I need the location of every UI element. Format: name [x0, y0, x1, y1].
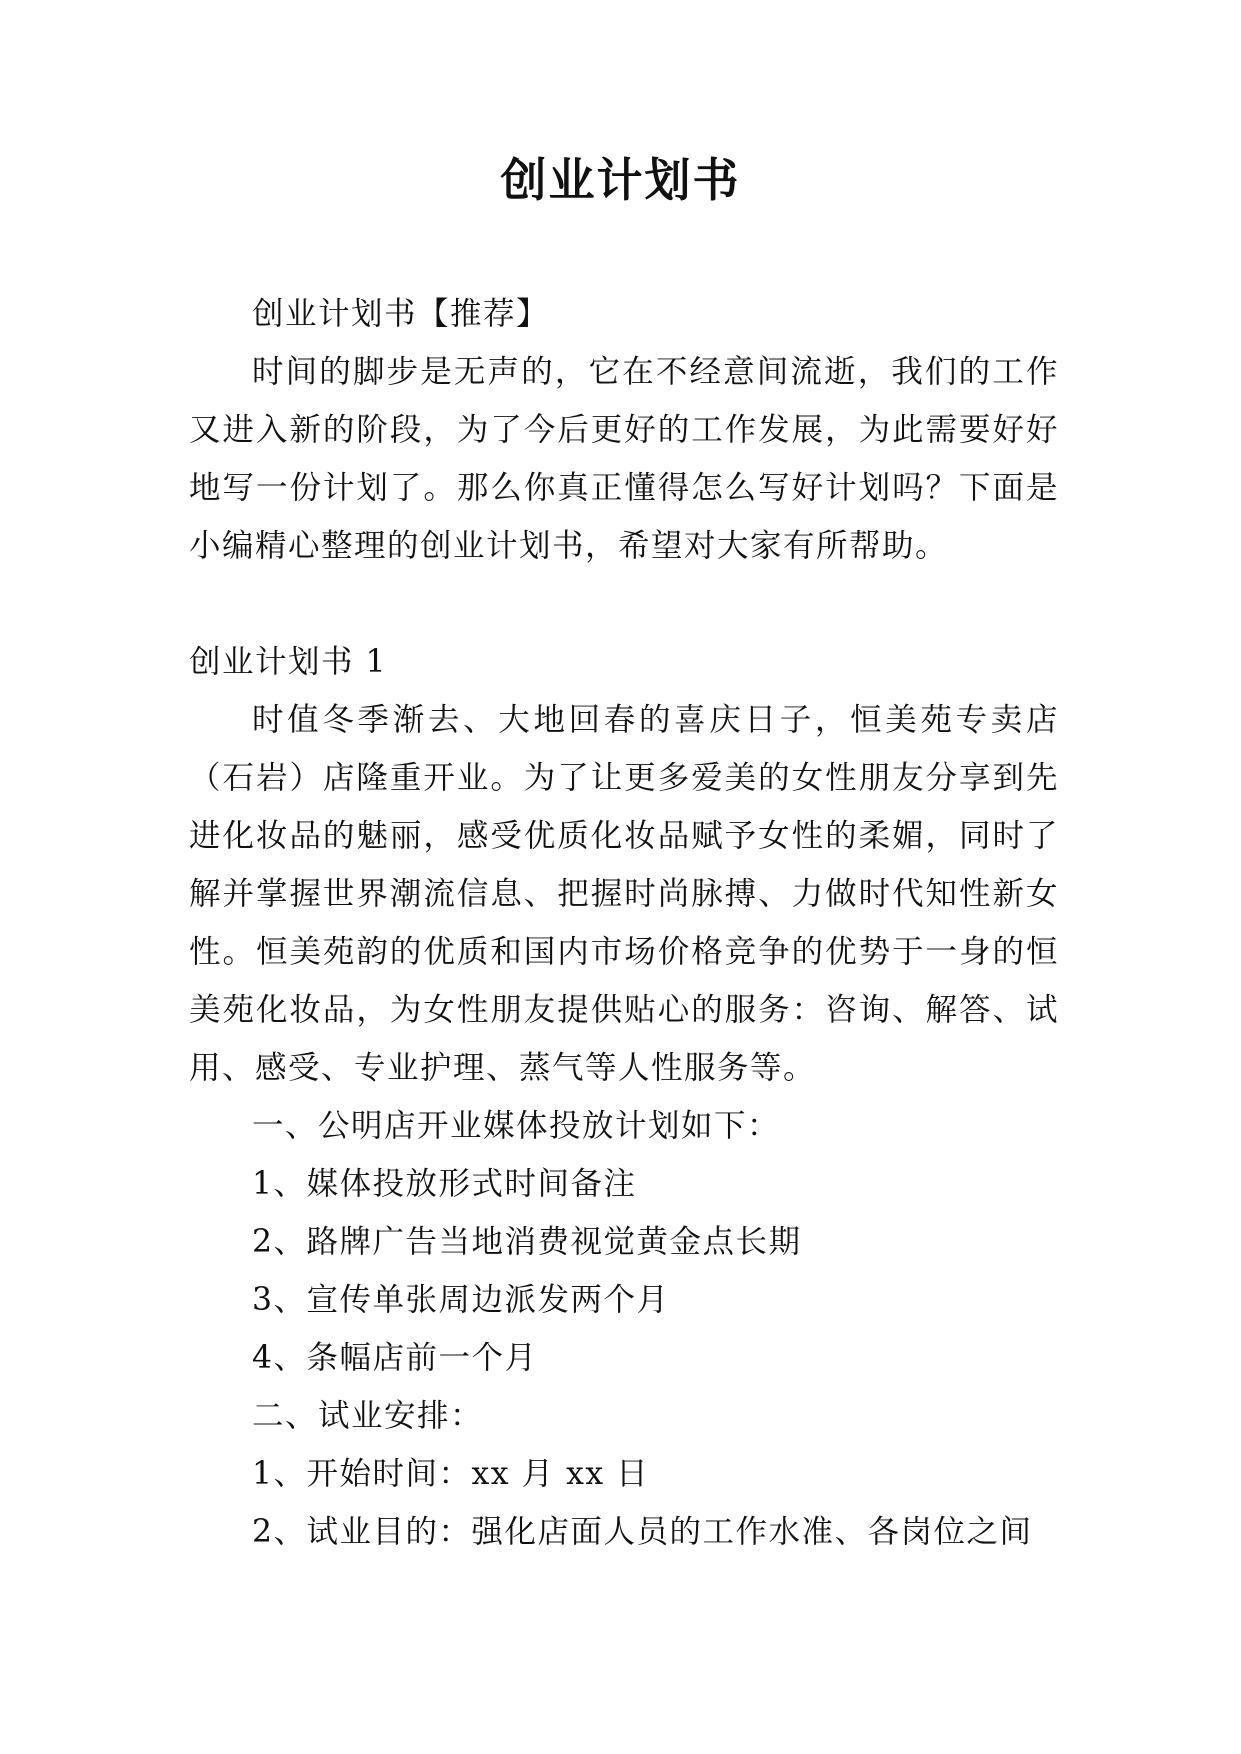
document-title: 创业计划书	[500, 153, 741, 207]
section-paragraph: 时值冬季渐去、大地回春的喜庆日子，恒美苑专卖店（石岩）店隆重开业。为了让更多爱美的女性朋友分享到先进化妆品的魅丽，感受优质化妆品赋予女性的柔媚，同时了解并掌握世界潮流信息、把握时尚脉搏、力做时代知性新女性。恒美苑韵的优质和国内市场价格竞争的优势于一身的恒美苑化妆品，为女性朋友提供贴心的服务：咨询、解答、试用、感受、专业护理、蒸气等人性服务等。	[189, 702, 1059, 1086]
list-item: 4、条幅店前一个月	[252, 1340, 538, 1376]
section-heading: 创业计划书 1	[189, 644, 388, 680]
list-item: 2、试业目的：强化店面人员的工作水准、各岗位之间	[252, 1514, 1033, 1550]
list-item: 1、开始时间：xx 月 xx 日	[252, 1456, 650, 1492]
document-subtitle: 创业计划书【推荐】	[252, 296, 550, 332]
list-item: 二、试业安排：	[252, 1398, 484, 1434]
document-body	[189, 285, 1059, 1561]
intro-paragraph: 时间的脚步是无声的，它在不经意间流逝，我们的工作又进入新的阶段，为了今后更好的工作发展，为此需要好好地写一份计划了。那么你真正懂得怎么写好计划吗？下面是小编精心整理的创业计划书，希望对大家有所帮助。	[189, 354, 1059, 564]
list-item: 2、路牌广告当地消费视觉黄金点长期	[252, 1224, 802, 1260]
list-item: 1、媒体投放形式时间备注	[252, 1166, 637, 1202]
list-item: 一、公明店开业媒体投放计划如下：	[252, 1108, 781, 1144]
list-item: 3、宣传单张周边派发两个月	[252, 1282, 670, 1318]
